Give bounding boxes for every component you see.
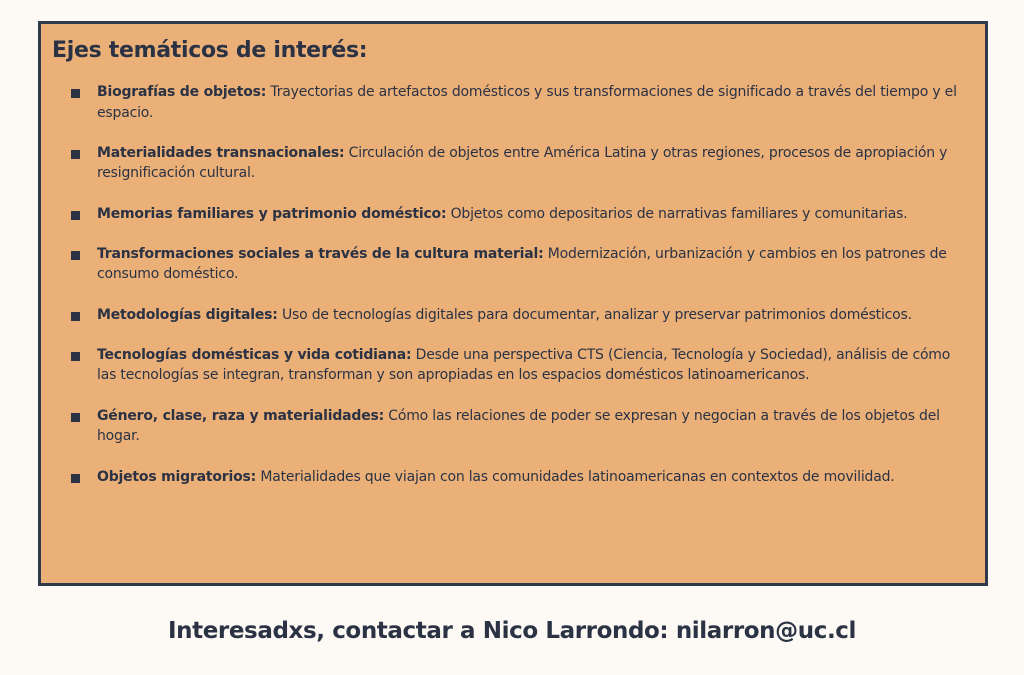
square-bullet-icon — [71, 211, 80, 220]
item-term: Género, clase, raza y materialidades: — [97, 407, 385, 424]
list-item — [41, 406, 985, 447]
square-bullet-icon — [71, 251, 80, 260]
contact-line: Interesadxs, contactar a Nico Larrondo: nilarron@uc.cl — [167, 618, 857, 644]
square-bullet-icon — [71, 474, 80, 483]
item-term: Transformaciones sociales a través de la cultura material: — [97, 245, 544, 262]
item-description: Modernización, urbanización y cambios en los patrones de consumo doméstico. — [97, 245, 947, 283]
list-item — [41, 467, 985, 488]
panel-title: Ejes temáticos de interés: — [52, 38, 368, 63]
item-term: Memorias familiares y patrimonio doméstico: — [97, 205, 447, 222]
item-description: Trayectorias de artefactos domésticos y sus transformaciones de significado a través del tiempo y el espacio. — [97, 84, 957, 121]
list-item — [41, 244, 985, 285]
item-term: Metodologías digitales: — [97, 306, 278, 323]
themes-panel — [38, 21, 988, 586]
list-item — [41, 143, 985, 184]
themes-list — [41, 82, 985, 507]
item-description: Objetos como depositarios de narrativas familiares y comunitarias. — [446, 205, 908, 222]
square-bullet-icon — [71, 413, 80, 422]
item-term: Objetos migratorios: — [97, 468, 257, 485]
list-item — [41, 82, 985, 123]
square-bullet-icon — [71, 352, 80, 361]
item-term: Materialidades transnacionales: — [97, 144, 345, 161]
item-description: Desde una perspectiva CTS (Ciencia, Tecnología y Sociedad), análisis de cómo las tecnologías se integran, transforman y son apropiadas en los espacios domésticos latinoamericanos. — [97, 346, 951, 384]
square-bullet-icon — [71, 150, 80, 159]
square-bullet-icon — [71, 89, 80, 98]
item-term: Biografías de objetos: — [97, 84, 267, 100]
item-description: Cómo las relaciones de poder se expresan y negocian a través de los objetos del hogar. — [97, 407, 940, 445]
item-description: Uso de tecnologías digitales para documentar, analizar y preservar patrimonios domésticos. — [277, 306, 912, 323]
list-item — [41, 305, 985, 326]
square-bullet-icon — [71, 312, 80, 321]
list-item — [41, 345, 985, 386]
item-description: Materialidades que viajan con las comunidades latinoamericanas en contextos de movilidad. — [256, 468, 895, 485]
item-description: Circulación de objetos entre América Latina y otras regiones, procesos de apropiación y resignificación cultural. — [97, 144, 948, 182]
item-term: Tecnologías domésticas y vida cotidiana: — [97, 346, 412, 363]
list-item — [41, 204, 985, 225]
